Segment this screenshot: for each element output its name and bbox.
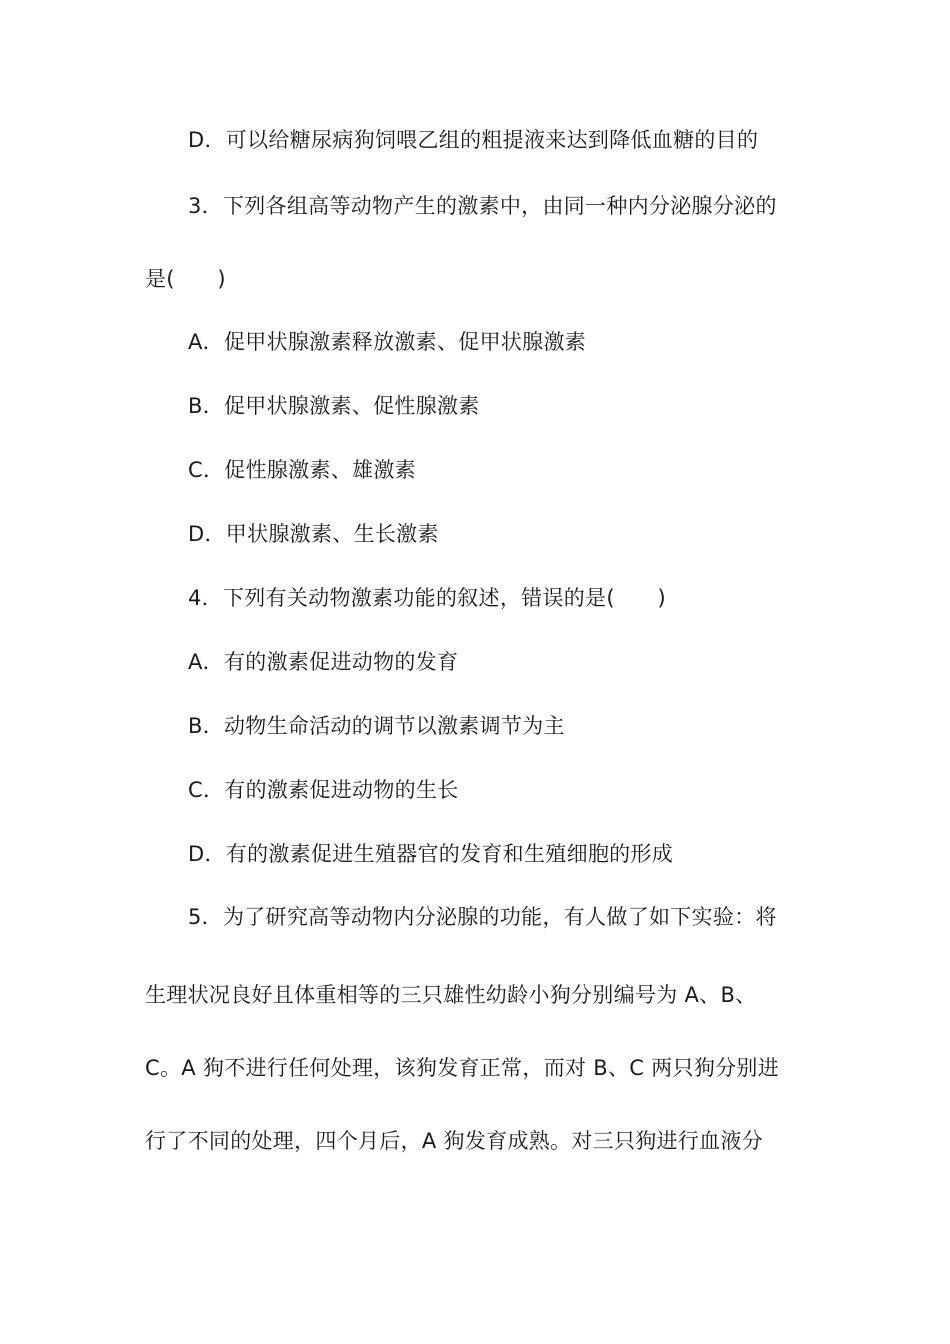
q5-stem-line-2: 生理状况良好且体重相等的三只雄性幼龄小狗分别编号为 A、B、 <box>145 983 757 1007</box>
q3-stem-line-2: 是( ) <box>145 267 226 291</box>
q3-stem-line-1: 3．下列各组高等动物产生的激素中，由同一种内分泌腺分泌的 <box>188 194 777 218</box>
q4-option-a: A．有的激素促进动物的发育 <box>188 650 459 674</box>
q3-option-b: B．促甲状腺激素、促性腺激素 <box>188 394 480 418</box>
q4-option-c: C．有的激素促进动物的生长 <box>188 778 459 802</box>
q3-option-c: C．促性腺激素、雄激素 <box>188 458 416 482</box>
q5-stem-line-1: 5．为了研究高等动物内分泌腺的功能，有人做了如下实验：将 <box>188 905 777 929</box>
q5-stem-line-4: 行了不同的处理，四个月后，A 狗发育成熟。对三只狗进行血液分 <box>145 1129 764 1153</box>
q3-option-d: D．甲状腺激素、生长激素 <box>188 522 439 546</box>
q4-option-d: D．有的激素促进生殖器官的发育和生殖细胞的形成 <box>188 842 674 866</box>
q3-option-a: A．促甲状腺激素释放激素、促甲状腺激素 <box>188 330 587 354</box>
q5-stem-line-3: C。A 狗不进行任何处理，该狗发育正常，而对 B、C 两只狗分别进 <box>145 1056 780 1080</box>
q2-option-d: D．可以给糖尿病狗饲喂乙组的粗提液来达到降低血糖的目的 <box>188 128 759 152</box>
q4-option-b: B．动物生命活动的调节以激素调节为主 <box>188 714 565 738</box>
q4-stem: 4．下列有关动物激素功能的叙述，错误的是( ) <box>188 586 666 610</box>
